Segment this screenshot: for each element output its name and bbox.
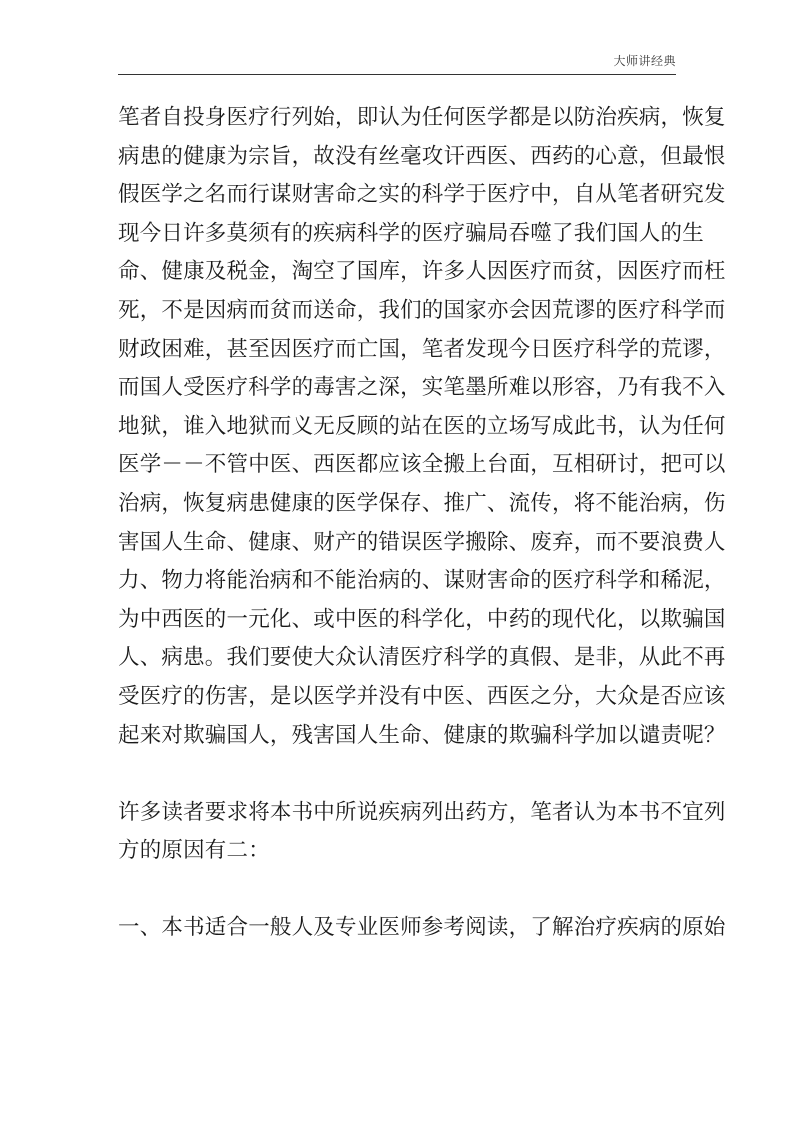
paragraph-2 bbox=[118, 794, 726, 871]
paragraph-3 bbox=[118, 909, 726, 948]
text-line: 一、本书适合一般人及专业医师参考阅读，了解治疗疾病的原始 bbox=[118, 915, 726, 941]
text-line: 而国人受医疗科学的毒害之深，实笔墨所难以形容，乃有我不入 bbox=[118, 375, 726, 401]
paragraph-spacer bbox=[118, 871, 688, 910]
text-line: 财政困难，甚至因医疗而亡国，笔者发现今日医疗科学的荒谬， bbox=[118, 336, 726, 362]
page-header bbox=[118, 50, 676, 75]
text-line: 力、物力将能治病和不能治病的、谋财害命的医疗科学和稀泥， bbox=[118, 568, 726, 594]
text-line: 害国人生命、健康、财产的错误医学搬除、废弃，而不要浪费人 bbox=[118, 529, 726, 555]
text-line: 笔者自投身医疗行列始，即认为任何医学都是以防治疾病，恢复 bbox=[118, 105, 726, 130]
text-line: 人、病患。我们要使大众认清医疗科学的真假、是非，从此不再 bbox=[118, 645, 726, 671]
text-line: 许多读者要求将本书中所说疾病列出药方，笔者认为本书不宜列 bbox=[118, 799, 726, 825]
text-line: 方的原因有二： bbox=[118, 838, 270, 864]
text-line: 地狱，谁入地狱而义无反顾的站在医的立场写成此书，认为任何 bbox=[118, 413, 726, 439]
text-line: 假医学之名而行谋财害命之实的科学于医疗中，自从笔者研究发 bbox=[118, 182, 726, 208]
text-line: 受医疗的伤害，是以医学并没有中医、西医之分，大众是否应该 bbox=[118, 683, 726, 709]
paragraph-spacer bbox=[118, 755, 688, 794]
text-line: 治病，恢复病患健康的医学保存、推广、流传，将不能治病，伤 bbox=[118, 490, 726, 516]
text-line: 医学－－不管中医、西医都应该全搬上台面，互相研讨，把可以 bbox=[118, 452, 726, 478]
text-line: 现今日许多莫须有的疾病科学的医疗骗局吞噬了我们国人的生 bbox=[118, 220, 704, 246]
document-body bbox=[118, 99, 726, 948]
header-title: 大师讲经典 bbox=[613, 54, 676, 68]
text-line: 为中西医的一元化、或中医的科学化，中药的现代化，以欺骗国 bbox=[118, 606, 726, 632]
text-line: 命、健康及税金，淘空了国库，许多人因医疗而贫，因医疗而枉 bbox=[118, 259, 726, 285]
paragraph-1 bbox=[118, 99, 726, 755]
text-line: 病患的健康为宗旨，故没有丝毫攻讦西医、西药的心意，但最恨 bbox=[118, 143, 726, 169]
text-line: 死，不是因病而贫而送命，我们的国家亦会因荒谬的医疗科学而 bbox=[118, 297, 726, 323]
text-line: 起来对欺骗国人，残害国人生命、健康的欺骗科学加以谴责呢？ bbox=[118, 722, 726, 748]
